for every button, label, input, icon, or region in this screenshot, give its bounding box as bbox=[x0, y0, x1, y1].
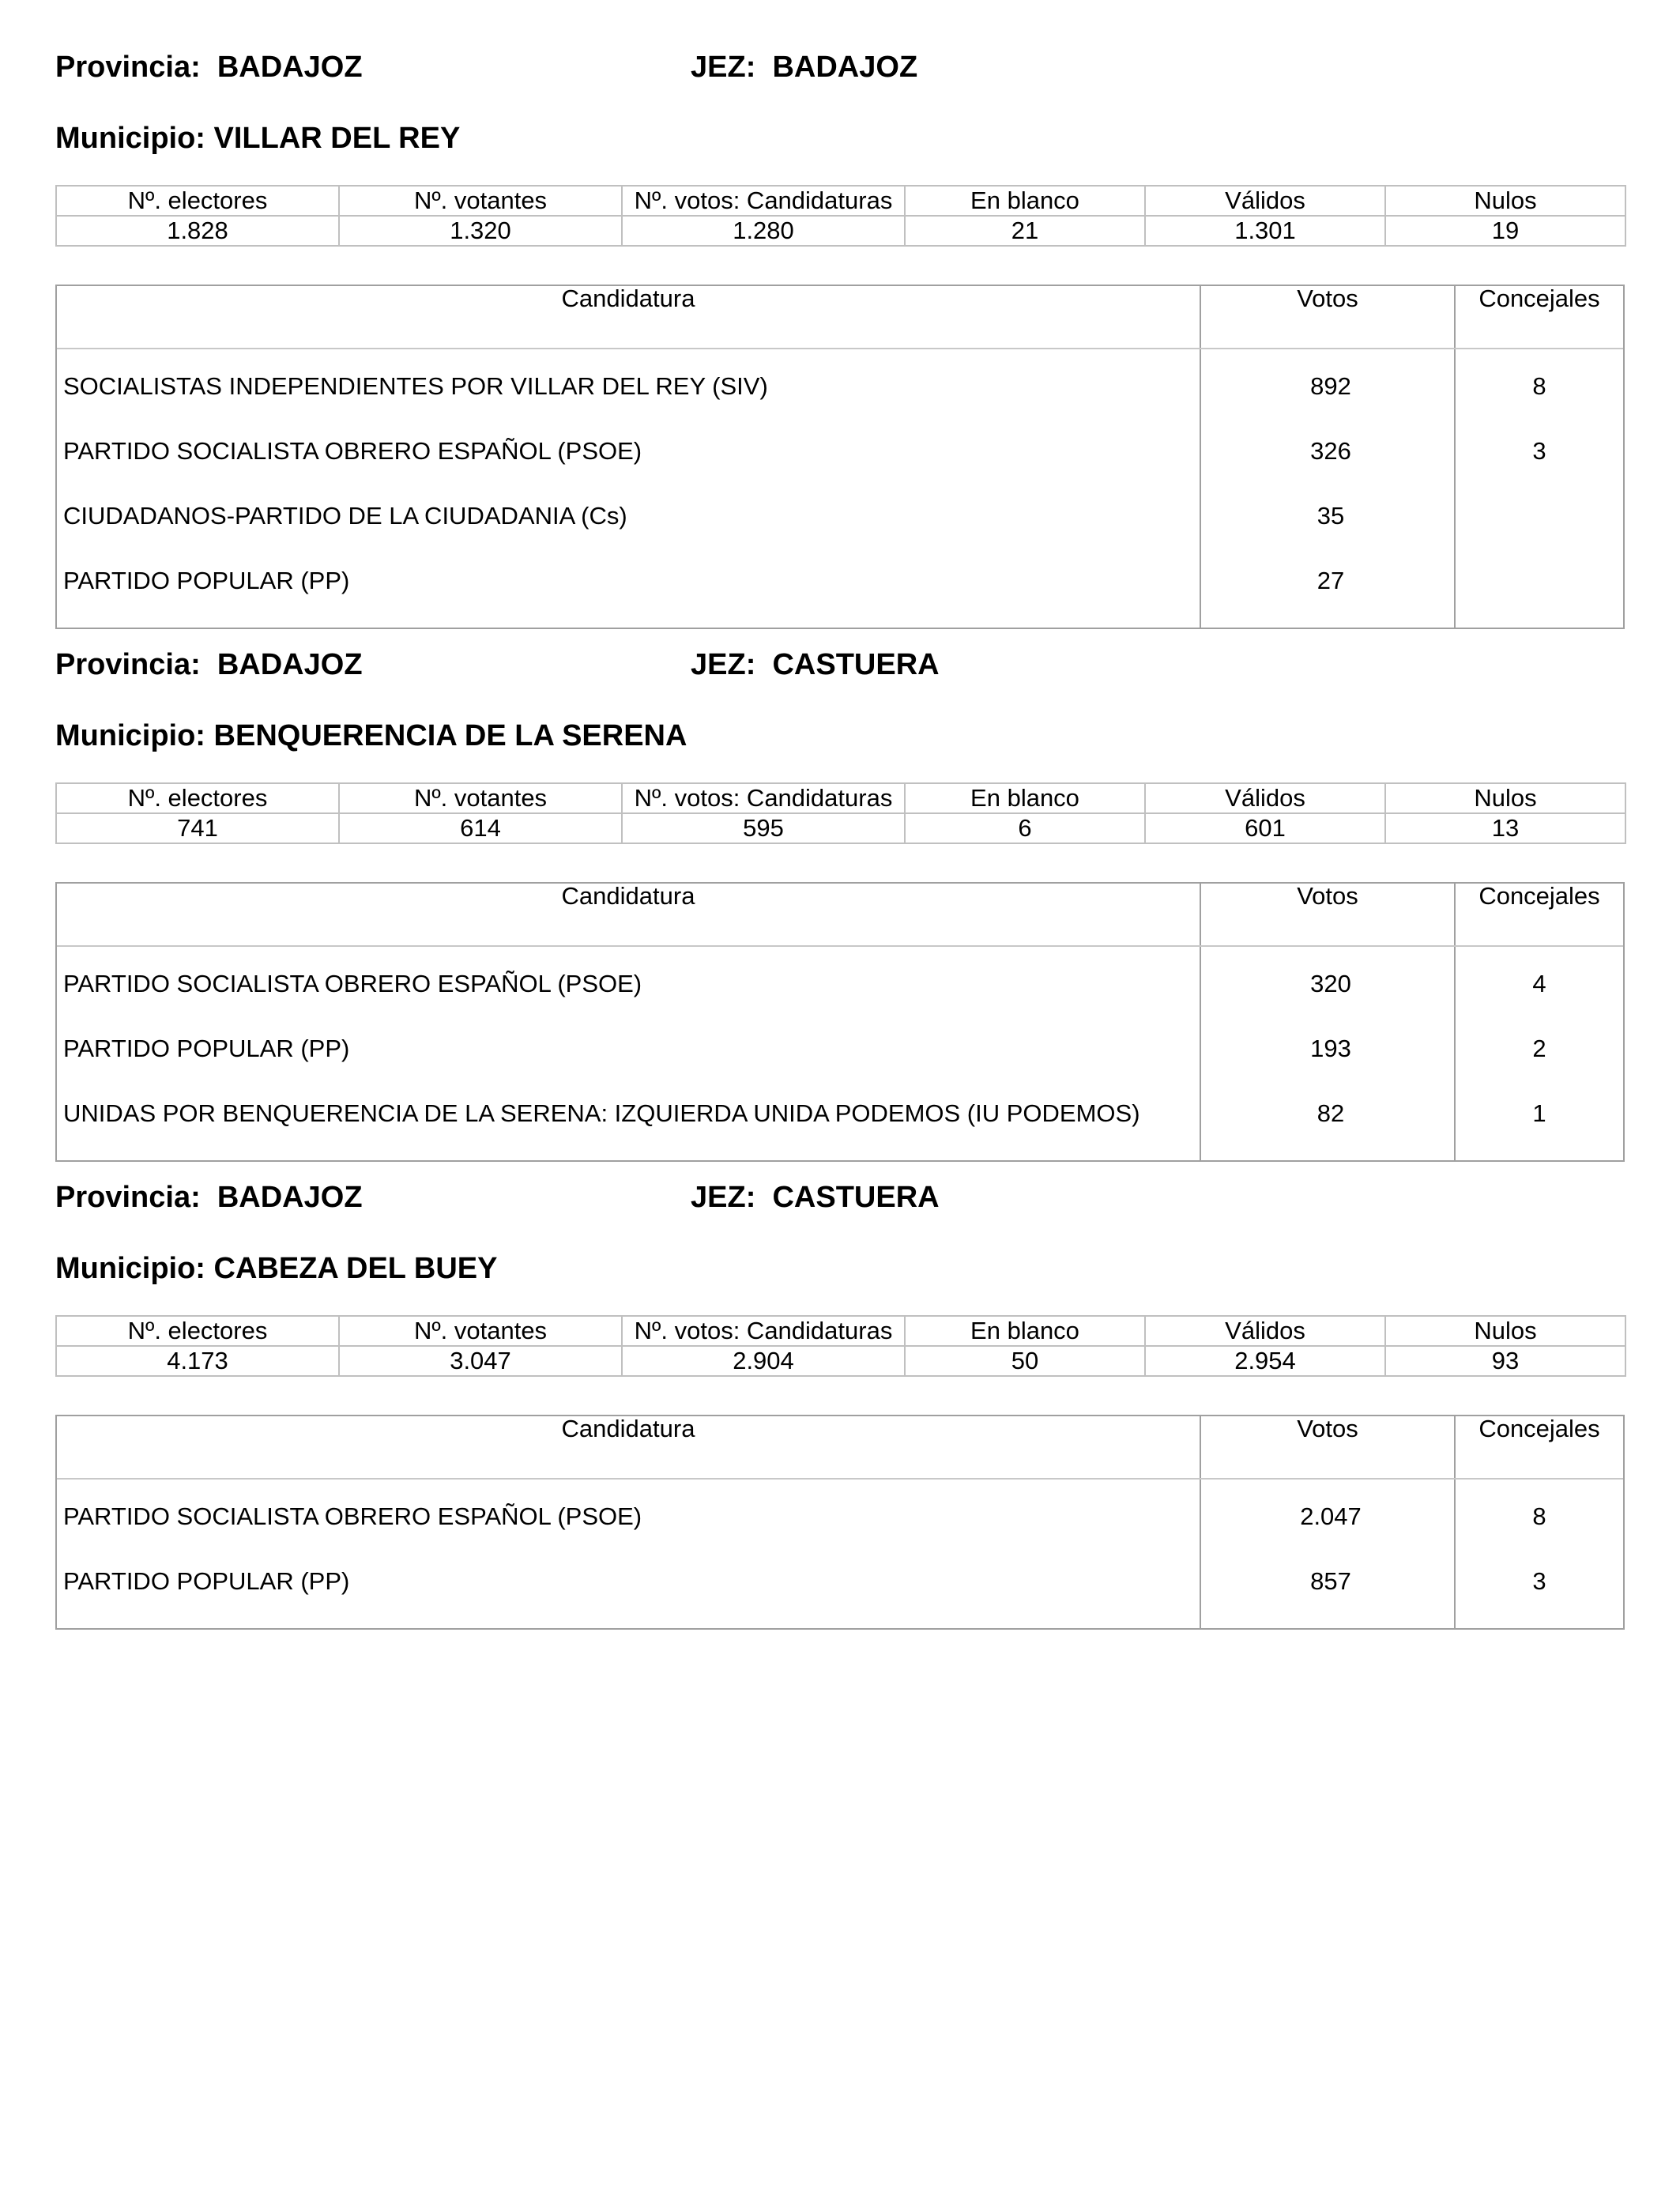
candidates-table bbox=[55, 882, 1625, 1162]
stats-value-cell: 1.828 bbox=[56, 216, 339, 246]
stats-value-cell: 614 bbox=[339, 813, 622, 843]
stats-value-cell: 19 bbox=[1385, 216, 1625, 246]
candidate-name: PARTIDO SOCIALISTA OBRERO ESPAÑOL (PSOE) bbox=[63, 970, 642, 997]
stats-value-cell: 741 bbox=[56, 813, 339, 843]
stats-value-cell: 1.301 bbox=[1145, 216, 1385, 246]
candidate-concejales: 1 bbox=[1532, 1099, 1546, 1127]
stats-header-cell: Válidos bbox=[1145, 1316, 1385, 1346]
candidatura-header: Candidatura bbox=[57, 286, 1201, 348]
stats-header-cell: En blanco bbox=[905, 1316, 1145, 1346]
stats-value-cell: 2.904 bbox=[622, 1346, 905, 1376]
candidates-body bbox=[57, 947, 1623, 1160]
candidate-concejales bbox=[1456, 561, 1623, 626]
stats-header-cell: Nº. electores bbox=[56, 186, 339, 216]
candidates-body bbox=[57, 1480, 1623, 1628]
municipio-heading bbox=[55, 721, 687, 751]
stats-table bbox=[55, 185, 1626, 247]
stats-header-cell: Nº. votantes bbox=[339, 1316, 622, 1346]
stats-value-cell: 21 bbox=[905, 216, 1145, 246]
candidate-concejales: 4 bbox=[1532, 970, 1546, 997]
candidate-votos: 2.047 bbox=[1300, 1502, 1362, 1530]
candidate-name: CIUDADANOS-PARTIDO DE LA CIUDADANIA (Cs) bbox=[63, 502, 627, 530]
votos-header: Votos bbox=[1201, 884, 1456, 945]
provincia-heading bbox=[55, 650, 363, 680]
candidates-body bbox=[57, 349, 1623, 628]
candidate-name: PARTIDO SOCIALISTA OBRERO ESPAÑOL (PSOE) bbox=[63, 1502, 642, 1530]
candidate-concejales: 3 bbox=[1532, 437, 1546, 465]
stats-header-cell: En blanco bbox=[905, 186, 1145, 216]
provincia-label: Provincia: bbox=[55, 1181, 201, 1214]
municipio-label: Municipio: bbox=[55, 1252, 205, 1285]
stats-header-cell: En blanco bbox=[905, 783, 1145, 813]
jez-heading bbox=[691, 1182, 940, 1212]
stats-header-row bbox=[56, 186, 1625, 216]
stats-header-cell: Nulos bbox=[1385, 186, 1625, 216]
candidate-name: PARTIDO POPULAR (PP) bbox=[63, 1567, 350, 1595]
candidate-votos: 320 bbox=[1310, 970, 1351, 997]
stats-header-cell: Nulos bbox=[1385, 783, 1625, 813]
candidate-votos: 35 bbox=[1317, 502, 1345, 530]
stats-value-cell: 595 bbox=[622, 813, 905, 843]
concejales-header: Concejales bbox=[1478, 1415, 1600, 1442]
stats-header-cell: Nº. votantes bbox=[339, 186, 622, 216]
concejales-header: Concejales bbox=[1478, 285, 1600, 312]
candidate-name: PARTIDO SOCIALISTA OBRERO ESPAÑOL (PSOE) bbox=[63, 437, 642, 465]
provincia-value: BADAJOZ bbox=[217, 648, 363, 681]
municipio-label: Municipio: bbox=[55, 719, 205, 752]
stats-value-row bbox=[56, 216, 1625, 246]
stats-value-cell: 50 bbox=[905, 1346, 1145, 1376]
municipio-value: BENQUERENCIA DE LA SERENA bbox=[213, 719, 687, 752]
candidates-header-row bbox=[57, 286, 1623, 349]
candidate-name: PARTIDO POPULAR (PP) bbox=[63, 567, 350, 594]
candidates-table bbox=[55, 285, 1625, 629]
candidate-votos: 27 bbox=[1317, 567, 1345, 594]
jez-value: CASTUERA bbox=[772, 1181, 940, 1214]
stats-value-cell: 4.173 bbox=[56, 1346, 339, 1376]
stats-value-cell: 93 bbox=[1385, 1346, 1625, 1376]
stats-header-cell: Nº. electores bbox=[56, 1316, 339, 1346]
stats-header-cell: Nulos bbox=[1385, 1316, 1625, 1346]
stats-value-cell: 6 bbox=[905, 813, 1145, 843]
jez-label: JEZ: bbox=[691, 648, 756, 681]
stats-header-cell: Válidos bbox=[1145, 783, 1385, 813]
stats-header-cell: Nº. votos: Candidaturas bbox=[622, 186, 905, 216]
stats-header-row bbox=[56, 783, 1625, 813]
candidate-name: UNIDAS POR BENQUERENCIA DE LA SERENA: IZQUIERDA UNIDA PODEMOS (IU PODEMOS) bbox=[63, 1099, 1140, 1127]
stats-header-cell: Nº. votantes bbox=[339, 783, 622, 813]
candidates-header-row bbox=[57, 1416, 1623, 1480]
candidate-concejales: 2 bbox=[1532, 1035, 1546, 1062]
candidates-header-row bbox=[57, 884, 1623, 947]
stats-header-cell: Nº. votos: Candidaturas bbox=[622, 783, 905, 813]
stats-value-cell: 601 bbox=[1145, 813, 1385, 843]
jez-heading bbox=[691, 52, 917, 82]
stats-header-row bbox=[56, 1316, 1625, 1346]
stats-value-cell: 2.954 bbox=[1145, 1346, 1385, 1376]
provincia-value: BADAJOZ bbox=[217, 1181, 363, 1214]
stats-value-cell: 13 bbox=[1385, 813, 1625, 843]
candidate-votos: 82 bbox=[1317, 1099, 1345, 1127]
candidate-concejales: 8 bbox=[1532, 372, 1546, 400]
provincia-label: Provincia: bbox=[55, 51, 201, 84]
candidate-votos: 892 bbox=[1310, 372, 1351, 400]
candidate-concejales bbox=[1456, 496, 1623, 561]
candidate-votos: 193 bbox=[1310, 1035, 1351, 1062]
stats-value-row bbox=[56, 813, 1625, 843]
candidates-table bbox=[55, 1415, 1625, 1630]
jez-heading bbox=[691, 650, 940, 680]
municipio-heading bbox=[55, 1253, 497, 1284]
jez-label: JEZ: bbox=[691, 1181, 756, 1214]
candidate-votos: 326 bbox=[1310, 437, 1351, 465]
candidate-concejales: 3 bbox=[1532, 1567, 1546, 1595]
stats-value-row bbox=[56, 1346, 1625, 1376]
stats-header-cell: Nº. electores bbox=[56, 783, 339, 813]
stats-header-cell: Válidos bbox=[1145, 186, 1385, 216]
stats-table bbox=[55, 1315, 1626, 1377]
municipio-label: Municipio: bbox=[55, 122, 205, 155]
provincia-heading bbox=[55, 1182, 363, 1212]
stats-table bbox=[55, 782, 1626, 844]
stats-value-cell: 1.320 bbox=[339, 216, 622, 246]
candidatura-header: Candidatura bbox=[57, 884, 1201, 945]
provincia-value: BADAJOZ bbox=[217, 51, 363, 84]
jez-value: CASTUERA bbox=[772, 648, 940, 681]
candidate-name: SOCIALISTAS INDEPENDIENTES POR VILLAR DEL REY (SIV) bbox=[63, 372, 768, 400]
municipio-value: CABEZA DEL BUEY bbox=[213, 1252, 498, 1285]
provincia-label: Provincia: bbox=[55, 648, 201, 681]
candidate-name: PARTIDO POPULAR (PP) bbox=[63, 1035, 350, 1062]
municipio-value: VILLAR DEL REY bbox=[213, 122, 461, 155]
candidate-concejales: 8 bbox=[1532, 1502, 1546, 1530]
candidate-votos: 857 bbox=[1310, 1567, 1351, 1595]
candidatura-header: Candidatura bbox=[57, 1416, 1201, 1478]
stats-value-cell: 1.280 bbox=[622, 216, 905, 246]
concejales-header: Concejales bbox=[1478, 882, 1600, 910]
provincia-heading bbox=[55, 52, 363, 82]
stats-value-cell: 3.047 bbox=[339, 1346, 622, 1376]
stats-header-cell: Nº. votos: Candidaturas bbox=[622, 1316, 905, 1346]
votos-header: Votos bbox=[1201, 286, 1456, 348]
votos-header: Votos bbox=[1201, 1416, 1456, 1478]
municipio-heading bbox=[55, 123, 460, 153]
jez-label: JEZ: bbox=[691, 51, 756, 84]
jez-value: BADAJOZ bbox=[772, 51, 918, 84]
